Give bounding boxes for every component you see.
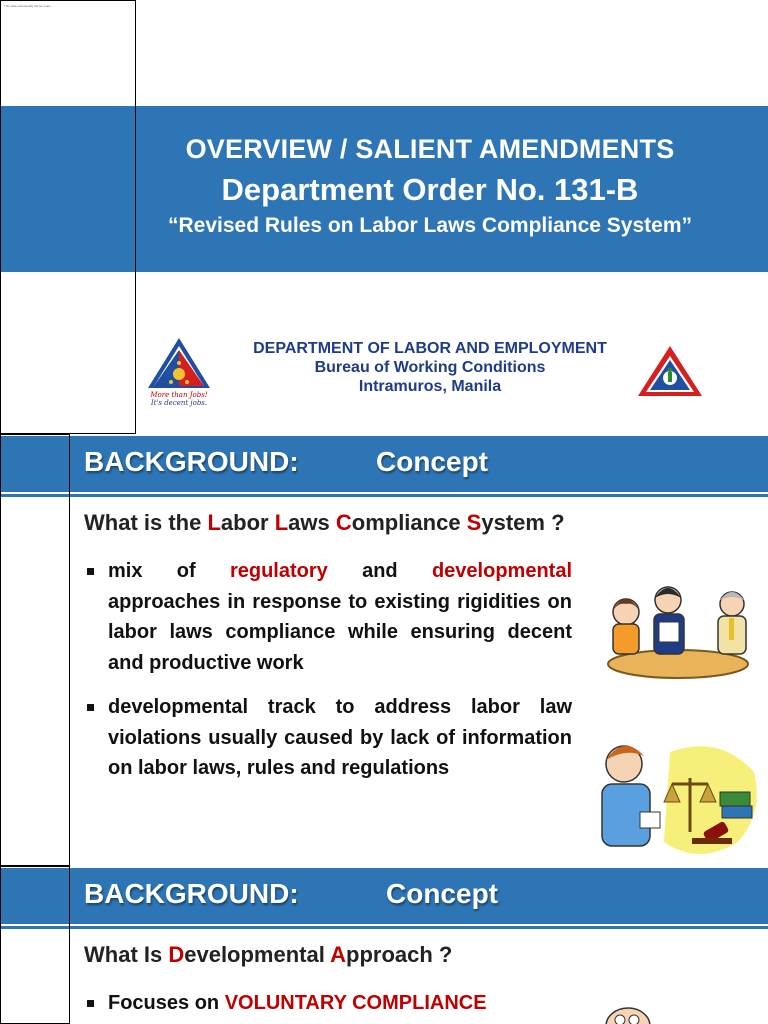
notes-frame [0,0,136,434]
title-slide [0,0,768,434]
svg-text:More than Jobs!: More than Jobs! [150,391,208,399]
bullet-developmental-track: developmental track to address labor law violations usually caused by lack of information on labor laws, rules and regulations [84,692,572,784]
slide-subtitle: “Revised Rules on Labor Laws Compliance System” [168,214,692,237]
approach-bullet-list [84,988,604,1019]
organization-block [220,340,640,396]
notes-frame [0,866,70,1024]
notes-frame [0,434,70,866]
developmental-approach-slide [0,866,768,1024]
slide-heading: BACKGROUND: [84,878,299,909]
slide-heading-sub: Concept [386,878,498,909]
bullet-mix-approaches: mix of regulatory and developmental approaches in response to existing rigidities on labor laws compliance while ensuring decent and productive work [84,556,572,678]
heading-underline [0,926,768,929]
question-llcs: What is the Labor Laws Compliance System ? [84,510,565,535]
slide-title-order: Department Order No. 131-B [221,172,639,207]
bureau-name: Bureau of Working Conditions [314,359,546,376]
heading-underline [0,494,768,497]
question-developmental: What Is Developmental Approach ? [84,942,453,967]
concept-bullet-list [84,556,572,784]
dole-triangle-logo-icon [146,336,212,408]
meeting-clipart-icon [596,576,756,682]
background-concept-slide [0,434,768,866]
slide-heading: BACKGROUND: [84,446,299,477]
slide-title-overview: OVERVIEW / SALIENT AMENDMENTS [185,134,675,164]
slide-heading-sub: Concept [376,446,488,477]
cartoon-face-clipart-icon [600,996,660,1024]
law-clipart-icon [580,734,760,862]
department-name: DEPARTMENT OF LABOR AND EMPLOYMENT [253,340,607,357]
bullet-voluntary-compliance: Focuses on VOLUNTARY COMPLIANCE [84,988,604,1019]
location-name: Intramuros, Manila [358,378,502,395]
svg-text:It's decent jobs.: It's decent jobs. [150,399,208,407]
bwc-triangle-logo-icon [636,344,704,398]
corner-note: This slide intentionally left for notes [4,4,51,8]
